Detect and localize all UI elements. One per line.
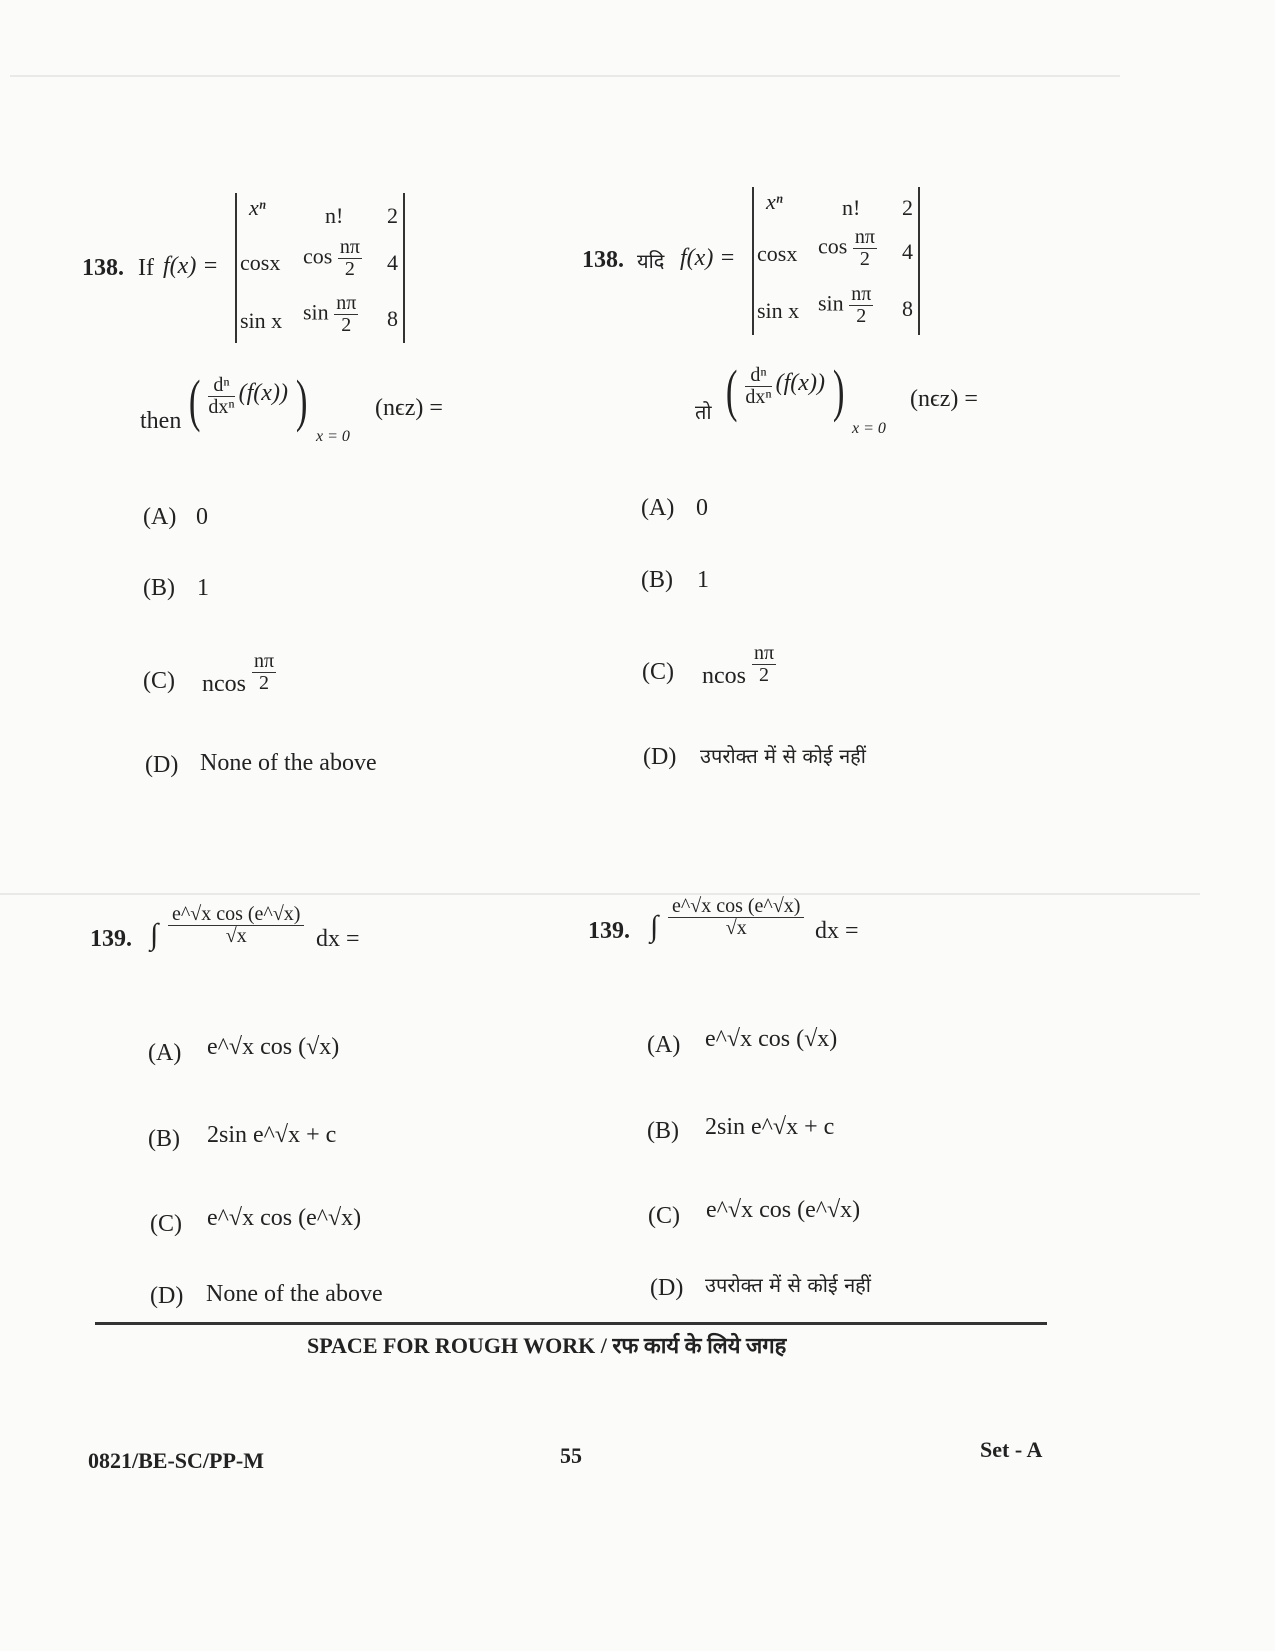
question-139-number-hi: 139. xyxy=(588,918,630,944)
integrand-num: e^√x cos (e^√x) xyxy=(168,904,304,926)
frac-den: 2 xyxy=(341,314,352,336)
integrand-den: √x xyxy=(725,917,747,939)
option-c-text: ncos xyxy=(702,663,746,690)
deriv-sub-hi: x = 0 xyxy=(852,420,886,437)
option-label: (D) xyxy=(145,752,179,778)
page-number: 55 xyxy=(560,1443,582,1468)
option-label: (A) xyxy=(641,495,675,521)
frac-num: nπ xyxy=(339,236,360,258)
option-label: (C) xyxy=(642,659,674,685)
integral-tail-hi: dx = xyxy=(815,918,859,944)
det-cell: cosx xyxy=(757,241,798,266)
det-cell: xⁿ xyxy=(249,195,266,220)
det-cell: sin x xyxy=(240,308,283,333)
integral-sign: ∫ xyxy=(150,918,159,951)
frac-den: 2 xyxy=(344,258,355,280)
question-138-if: If xyxy=(138,255,154,281)
deriv-den: dxⁿ xyxy=(745,385,772,408)
deriv-body: (f(x)) xyxy=(238,380,288,406)
deriv-tail-en: (nϵz) = xyxy=(375,395,443,421)
question-138-fx-hi: f(x) = xyxy=(680,245,736,271)
paren: ( xyxy=(188,368,201,433)
scan-line xyxy=(10,75,1120,77)
rough-work-label: SPACE FOR ROUGH WORK / रफ कार्य के लिये जगह xyxy=(307,1333,787,1358)
det-func: cos xyxy=(303,243,333,269)
paren: ) xyxy=(295,368,308,433)
paper-code: 0821/BE-SC/PP-M xyxy=(88,1448,264,1473)
det-func: sin xyxy=(303,299,329,325)
option-label: (D) xyxy=(650,1275,684,1301)
det-cell: cosx xyxy=(240,250,281,275)
question-138-fx: f(x) = xyxy=(163,253,219,279)
option-label: (B) xyxy=(143,575,175,601)
det-cell: 2 xyxy=(387,203,398,228)
paren: ) xyxy=(832,358,845,423)
option-label: (B) xyxy=(641,567,673,593)
determinant-en xyxy=(235,193,405,343)
deriv-den: dxⁿ xyxy=(208,395,235,418)
deriv-sub-en: x = 0 xyxy=(316,428,350,445)
det-cell xyxy=(818,227,877,270)
det-cell: 8 xyxy=(387,306,398,331)
frac-den: 2 xyxy=(259,672,270,694)
question-138-number: 138. xyxy=(82,255,124,281)
integrand-en xyxy=(168,904,304,947)
deriv-num: dⁿ xyxy=(208,375,234,397)
det-cell: n! xyxy=(325,203,344,228)
option-label: (D) xyxy=(643,744,677,770)
frac-num: nπ xyxy=(754,642,775,664)
det-cell: xⁿ xyxy=(766,189,783,214)
option-c-text: ncos xyxy=(202,671,246,698)
rough-work-divider xyxy=(95,1322,1047,1325)
option-value: 0 xyxy=(196,504,208,530)
option-label: (A) xyxy=(647,1032,681,1058)
integrand-num: e^√x cos (e^√x) xyxy=(668,896,804,918)
option-value: 1 xyxy=(197,575,209,601)
option-value: 2sin e^√x + c xyxy=(207,1122,337,1148)
paren: ( xyxy=(725,358,738,423)
det-cell: 4 xyxy=(902,239,913,264)
option-value: उपरोक्त में से कोई नहीं xyxy=(700,744,866,768)
frac-num: nπ xyxy=(254,650,275,672)
det-cell: n! xyxy=(842,195,861,220)
integral-tail: dx = xyxy=(316,926,360,952)
frac-num: nπ xyxy=(336,292,357,314)
frac-den: 2 xyxy=(859,248,870,270)
frac-num: nπ xyxy=(854,226,875,248)
set-label: Set - A xyxy=(980,1437,1043,1462)
option-value: e^√x cos (e^√x) xyxy=(706,1197,861,1223)
question-138-number-hi: 138. xyxy=(582,247,624,273)
det-func: sin xyxy=(818,290,844,316)
then-en: then xyxy=(140,408,182,434)
option-label: (C) xyxy=(150,1211,182,1237)
option-value: 2sin e^√x + c xyxy=(705,1114,835,1140)
deriv-num: dⁿ xyxy=(745,365,771,387)
option-label: (B) xyxy=(148,1126,180,1152)
derivative-hi xyxy=(722,358,848,428)
derivative-en xyxy=(185,368,311,438)
option-value: 0 xyxy=(696,495,708,521)
question-138-yadi: यदि xyxy=(637,249,665,273)
option-label: (B) xyxy=(647,1118,679,1144)
option-value xyxy=(702,642,776,690)
option-value xyxy=(202,650,276,698)
option-label: (A) xyxy=(148,1040,182,1066)
deriv-tail-hi: (nϵz) = xyxy=(910,386,978,412)
option-value: 1 xyxy=(697,567,709,593)
scan-line xyxy=(0,893,1200,895)
deriv-body: (f(x)) xyxy=(775,370,825,396)
option-value: None of the above xyxy=(200,750,377,776)
option-value: e^√x cos (√x) xyxy=(705,1026,838,1052)
option-value: None of the above xyxy=(206,1281,383,1307)
det-cell: 2 xyxy=(902,195,913,220)
integrand-hi xyxy=(668,896,804,939)
option-label: (C) xyxy=(648,1203,680,1229)
frac-num: nπ xyxy=(851,283,872,305)
det-cell: 8 xyxy=(902,296,913,321)
frac-den: 2 xyxy=(856,305,867,327)
det-cell xyxy=(303,293,358,336)
integrand-den: √x xyxy=(225,925,247,947)
option-label: (A) xyxy=(143,504,177,530)
option-label: (D) xyxy=(150,1283,184,1309)
det-cell: sin x xyxy=(757,298,800,323)
option-value: e^√x cos (√x) xyxy=(207,1034,340,1060)
option-value: e^√x cos (e^√x) xyxy=(207,1205,362,1231)
det-cell xyxy=(818,284,873,327)
det-cell xyxy=(303,237,362,280)
determinant-hi xyxy=(752,187,920,335)
question-139-number: 139. xyxy=(90,926,132,952)
det-func: cos xyxy=(818,233,848,259)
option-label: (C) xyxy=(143,668,175,694)
det-cell: 4 xyxy=(387,250,398,275)
frac-den: 2 xyxy=(759,664,770,686)
option-value: उपरोक्त में से कोई नहीं xyxy=(705,1273,871,1297)
integral-sign: ∫ xyxy=(650,910,659,943)
then-hi: तो xyxy=(695,400,712,424)
